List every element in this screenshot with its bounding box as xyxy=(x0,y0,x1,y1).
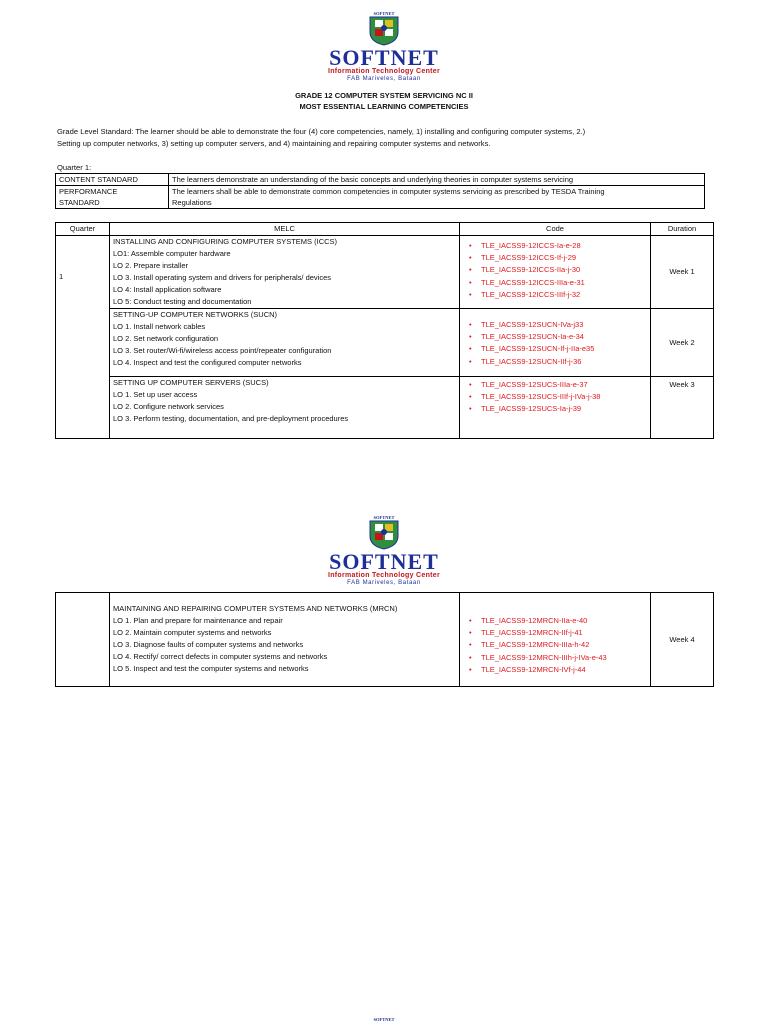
performance-label-line-1: PERFORMANCE xyxy=(59,187,118,196)
melc-cell xyxy=(110,236,460,309)
brand-subtitle: Information Technology Center xyxy=(327,68,441,75)
table-row xyxy=(56,174,705,186)
code-item: • TLE_IACSS9-12SUCN-IVa-j33 xyxy=(463,319,647,331)
melc-item: LO 3. Set router/Wi-fi/wireless access point/repeater configuration xyxy=(113,346,332,355)
melc-item: LO 3. Diagnose faults of computer systems and networks xyxy=(113,640,304,649)
quarter-cell xyxy=(56,593,110,687)
melc-item: LO 3. Install operating system and drivers for peripherals/ devices xyxy=(113,273,332,282)
performance-standard-text xyxy=(169,186,705,209)
table-header-row xyxy=(56,223,714,236)
code-item: • TLE_IACSS9-12MRCN-IVf-j-44 xyxy=(463,664,647,676)
melc-item: LO 3. Perform testing, documentation, and pre-deployment procedures xyxy=(113,414,349,423)
svg-text:SOFTNET: SOFTNET xyxy=(373,515,395,520)
header-quarter: Quarter xyxy=(56,223,110,236)
melc-cell xyxy=(110,309,460,377)
melc-table xyxy=(55,222,714,439)
code-item: • TLE_IACSS9-12SUCS-Ia-j-39 xyxy=(463,403,647,415)
brand-location: FAB Mariveles, Bataan xyxy=(347,580,421,586)
code-cell xyxy=(460,377,651,439)
melc-title: SETTING-UP COMPUTER NETWORKS (SUCN) xyxy=(113,310,278,319)
code-cell xyxy=(460,593,651,687)
heading-line-2: MOST ESSENTIAL LEARNING COMPETENCIES xyxy=(299,102,469,111)
duration-cell: Week 3 xyxy=(651,377,714,439)
table-row xyxy=(56,236,714,309)
melc-item: LO1: Assemble computer hardware xyxy=(113,249,231,258)
heading-line-1: GRADE 12 COMPUTER SYSTEM SERVICING NC II xyxy=(295,91,473,100)
melc-item: LO 4. Rectify/ correct defects in computer systems and networks xyxy=(113,652,328,661)
code-item: • TLE_IACSS9-12SUCN-Ia-e-34 xyxy=(463,331,647,343)
code-item: • TLE_IACSS9-12ICCS-Ia-e-28 xyxy=(463,240,647,252)
melc-item: LO 1. Plan and prepare for maintenance and repair xyxy=(113,616,283,625)
softnet-emblem-icon xyxy=(367,10,401,46)
svg-text:SOFTNET: SOFTNET xyxy=(373,1017,395,1022)
melc-item: LO 5. Inspect and test the computer systems and networks xyxy=(113,664,309,673)
softnet-logo xyxy=(0,10,768,83)
melc-item: LO 1. Set up user access xyxy=(113,390,198,399)
melc-title: SETTING UP COMPUTER SERVERS (SUCS) xyxy=(113,378,269,387)
melc-item: LO 2. Prepare installer xyxy=(113,261,189,270)
softnet-logo-partial xyxy=(0,1016,768,1026)
code-item: • TLE_IACSS9-12ICCS-IIa-j-30 xyxy=(463,264,647,276)
brand-name: SOFTNET xyxy=(329,549,439,574)
melc-item: LO 2. Maintain computer systems and networks xyxy=(113,628,272,637)
melc-item: LO 4. Inspect and test the configured computer networks xyxy=(113,358,302,367)
grade-level-standard xyxy=(57,126,717,150)
header-code: Code xyxy=(460,223,651,236)
document-heading xyxy=(0,90,768,112)
header-duration: Duration xyxy=(651,223,714,236)
code-item: • TLE_IACSS9-12SUCS-IIIa-e-37 xyxy=(463,379,647,391)
duration-cell: Week 2 xyxy=(651,309,714,377)
melc-item: LO 4: Install application software xyxy=(113,285,222,294)
table-row xyxy=(56,186,705,209)
code-item: • TLE_IACSS9-12SUCN-IIf-j-36 xyxy=(463,356,647,368)
brand-subtitle: Information Technology Center xyxy=(327,572,441,579)
quarter-label: Quarter 1: xyxy=(57,163,92,172)
performance-label-line-2: STANDARD xyxy=(59,198,100,207)
content-standard-label: CONTENT STANDARD xyxy=(56,174,169,186)
table-row xyxy=(56,377,714,439)
quarter-cell xyxy=(56,236,110,439)
melc-title: INSTALLING AND CONFIGURING COMPUTER SYSTEMS (ICCS) xyxy=(113,237,338,246)
code-item: • TLE_IACSS9-12MRCN-IIIa-h-42 xyxy=(463,639,647,651)
code-item: • TLE_IACSS9-12MRCN-IIIh-j-IVa-e-43 xyxy=(463,652,647,664)
code-item: • TLE_IACSS9-12ICCS-If-j-29 xyxy=(463,252,647,264)
melc-item: LO 2. Configure network services xyxy=(113,402,224,411)
gls-line-2: Setting up computer networks, 3) setting up computer servers, and 4) maintaining and repairing computer systems and networks. xyxy=(57,139,491,148)
gls-line-1: Grade Level Standard: The learner should be able to demonstrate the four (4) core competencies, namely, 1) installing and configuring computer systems, 2.) xyxy=(57,127,586,136)
code-cell xyxy=(460,236,651,309)
duration-cell: Week 1 xyxy=(651,236,714,309)
softnet-emblem-icon xyxy=(367,1016,401,1024)
duration-cell: Week 4 xyxy=(651,593,714,687)
standards-table xyxy=(55,173,705,209)
performance-text-line-1: The learners shall be able to demonstrate common competencies in computer systems servicing as prescribed by TESDA Training xyxy=(172,187,605,196)
brand-location: FAB Mariveles, Bataan xyxy=(347,76,421,82)
melc-item: LO 5: Conduct testing and documentation xyxy=(113,297,252,306)
melc-title: MAINTAINING AND REPAIRING COMPUTER SYSTEMS AND NETWORKS (MRCN) xyxy=(113,604,398,613)
code-item: • TLE_IACSS9-12ICCS-IIIf-j-32 xyxy=(463,289,647,301)
melc-item: LO 2. Set network configuration xyxy=(113,334,219,343)
softnet-emblem-icon xyxy=(367,514,401,550)
code-item: • TLE_IACSS9-12MRCN-IIa-e-40 xyxy=(463,615,647,627)
content-standard-text: The learners demonstrate an understanding of the basic concepts and underlying theories in computer systems servicing xyxy=(169,174,705,186)
mrcn-table xyxy=(55,592,714,687)
brand-name: SOFTNET xyxy=(329,45,439,70)
svg-text:SOFTNET: SOFTNET xyxy=(373,11,395,16)
melc-cell xyxy=(110,377,460,439)
code-item: • TLE_IACSS9-12ICCS-IIIa-e-31 xyxy=(463,277,647,289)
table-row xyxy=(56,593,714,687)
performance-standard-label xyxy=(56,186,169,209)
header-melc: MELC xyxy=(110,223,460,236)
melc-item: LO 1. Install network cables xyxy=(113,322,206,331)
performance-text-line-2: Regulations xyxy=(172,198,212,207)
code-item: • TLE_IACSS9-12MRCN-IIf-j-41 xyxy=(463,627,647,639)
code-item: • TLE_IACSS9-12SUCS-IIIf-j-IVa-j-38 xyxy=(463,391,647,403)
table-row xyxy=(56,309,714,377)
melc-cell xyxy=(110,593,460,687)
softnet-logo xyxy=(0,514,768,587)
code-cell xyxy=(460,309,651,377)
quarter-value: 1 xyxy=(59,272,64,281)
code-item: • TLE_IACSS9-12SUCN-If-j-IIa-e35 xyxy=(463,343,647,355)
